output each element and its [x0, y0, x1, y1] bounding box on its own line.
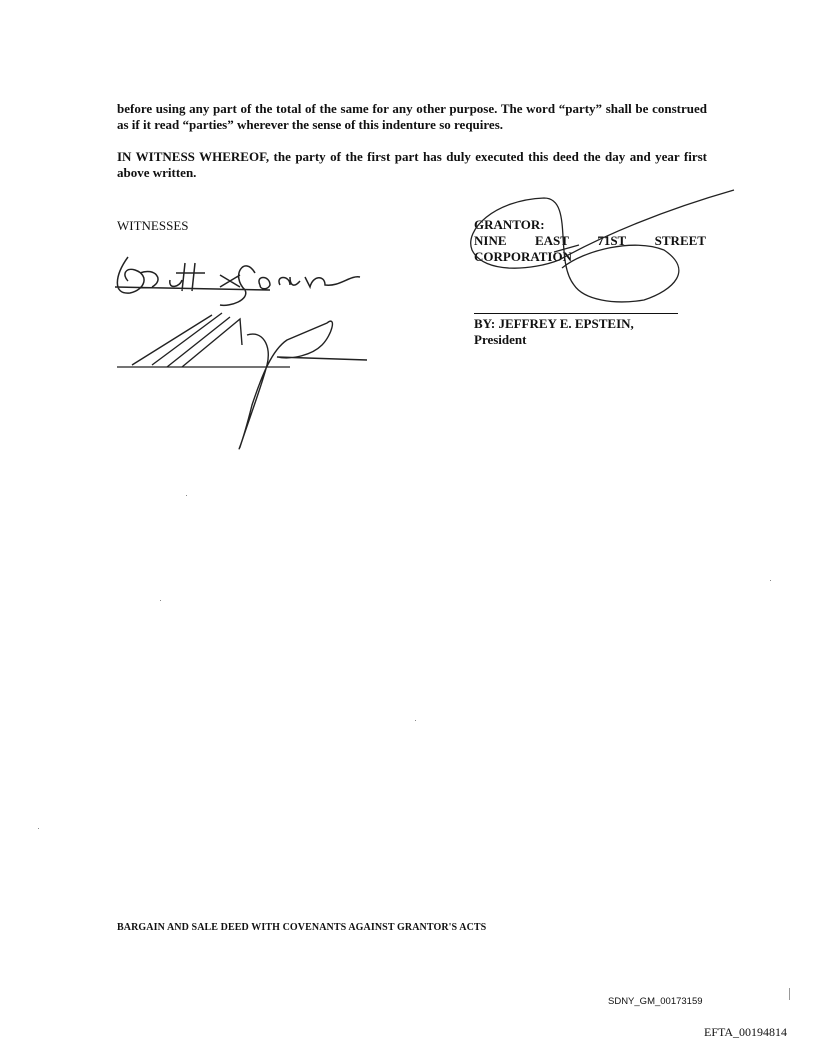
grantor-name-word: EAST [534, 233, 569, 248]
grantor-signature [464, 190, 744, 320]
scan-speck [38, 828, 39, 829]
witness-signature-2 [112, 305, 382, 455]
scan-speck [415, 720, 416, 721]
grantor-name-word: 71ST [597, 233, 627, 248]
grantor-title: President [474, 332, 527, 347]
document-title: BARGAIN AND SALE DEED WITH COVENANTS AGAINST GRANTOR'S ACTS [117, 922, 487, 933]
grantor-heading: GRANTOR: [474, 217, 545, 232]
bates-number: SDNY_GM_00173159 [608, 996, 703, 1007]
grantor-name-word: STREET [654, 233, 706, 248]
grantor-signatory [474, 316, 634, 348]
scan-speck [160, 600, 161, 601]
grantor-by-line: BY: JEFFREY E. EPSTEIN, [474, 316, 634, 331]
scan-speck [770, 580, 771, 581]
efta-number: EFTA_00194814 [704, 1025, 788, 1039]
witnesses-heading: WITNESSES [117, 218, 189, 233]
grantor-name-word: NINE [474, 233, 507, 248]
scan-speck [186, 495, 187, 496]
grantor-name-line-2: CORPORATION [474, 249, 572, 264]
grantor-signature-line [474, 313, 678, 314]
body-paragraph-2: IN WITNESS WHEREOF, the party of the first part has duly executed this deed the day and year first above written. [117, 149, 707, 180]
margin-mark [789, 988, 790, 1000]
body-paragraph-1: before using any part of the total of the same for any other purpose. The word “party” shall be construed as if it read “parties” wherever the sense of this indenture so requires. [117, 101, 707, 132]
